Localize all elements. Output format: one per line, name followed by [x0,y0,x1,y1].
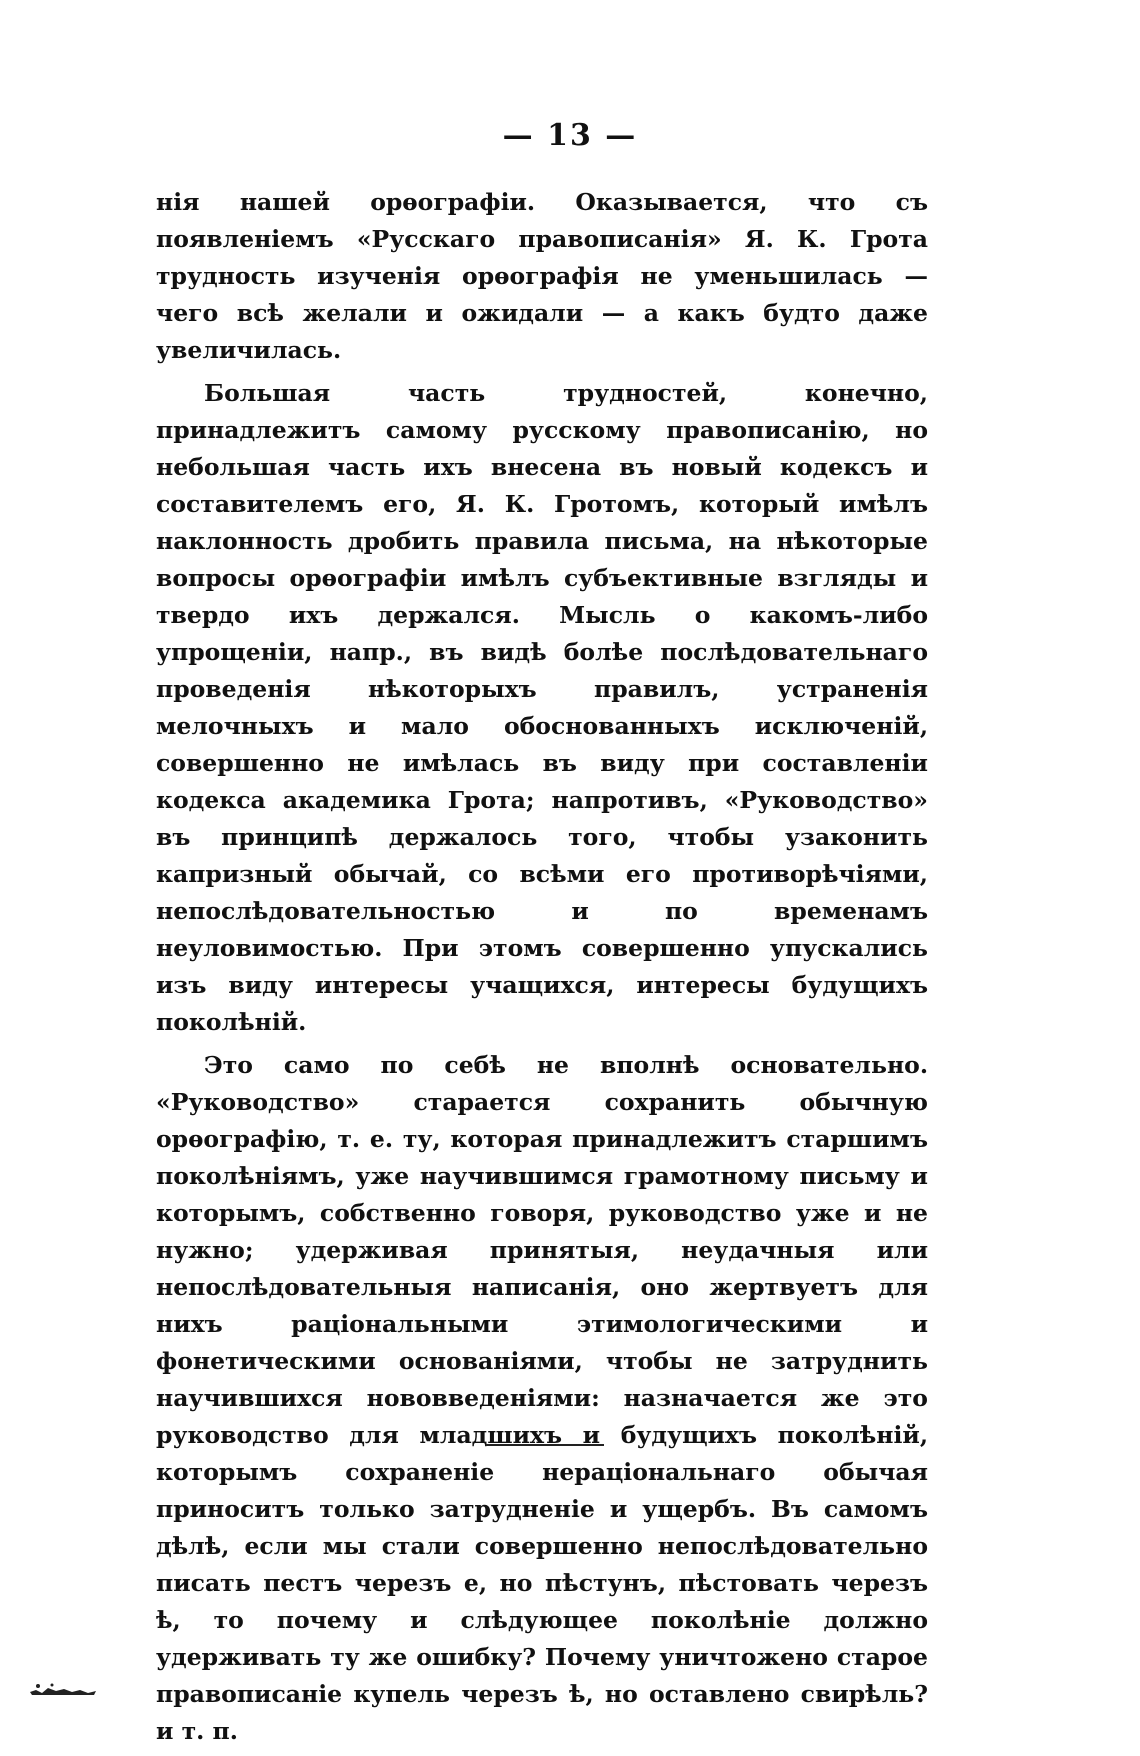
paragraph-3: Это само по себѣ не вполнѣ основательно. «Руководство» старается сохранить обычную орѳографію, т. е. ту, которая принадлежитъ старшимъ поколѣніямъ, уже научившимся грамотному письму и которымъ, собственно говоря, руководство уже и не нужно; удерживая принятыя, неудачныя или непослѣдовательныя написанія, оно жертвуетъ для нихъ раціональными этимологическими и фонетическими основаніями, чтобы не затруднить научившихся нововведеніями: назначается же это руководство для младшихъ и будущихъ поколѣній, которымъ сохраненіе нераціональнаго обычая приноситъ только затрудненіе и ущербъ. Въ самомъ дѣлѣ, если мы стали совершенно непослѣдовательно писать пестъ черезъ е, но пѣстунъ, пѣстовать черезъ ѣ, то почему и слѣдующее поколѣніе должно удерживать ту же ошибку? Почему уничтожено старое правописаніе купель черезъ ѣ, но оставлено свирѣль? и т. п. [156,1051,928,1745]
ink-blot-mark [28,1682,98,1696]
page-number: — 13 — [502,118,638,153]
end-rule [486,1444,604,1446]
paragraph-2: Большая часть трудностей, конечно, принадлежитъ самому русскому правописанію, но небольшая часть ихъ внесена въ новый кодексъ и составителемъ его, Я. К. Гротомъ, который имѣлъ наклонность дробить правила письма, на нѣкоторые вопросы орѳографіи имѣлъ субъективные взгляды и твердо ихъ держался. Мысль о какомъ-либо упрощеніи, напр., въ видѣ болѣе послѣдовательнаго проведенія нѣкоторыхъ правилъ, устраненія мелочныхъ и мало обоснованныхъ исключеній, совершенно не имѣлась въ виду при составленіи кодекса академика Грота; напротивъ, «Руководство» въ принципѣ держалось того, чтобы узаконить капризный обычай, со всѣми его противорѣчіями, непослѣдовательностью и по временамъ неуловимостью. При этомъ совершенно упускались изъ виду интересы учащихся, интересы будущихъ поколѣній. [156,379,928,1036]
body-text [156,184,928,1756]
paragraph-1: нія нашей орѳографіи. Оказывается, что съ появленіемъ «Русскаго правописанія» Я. К. Грота трудность изученія орѳографія не уменьшилась — чего всѣ желали и ожидали — а какъ будто даже увеличилась. [156,188,928,364]
